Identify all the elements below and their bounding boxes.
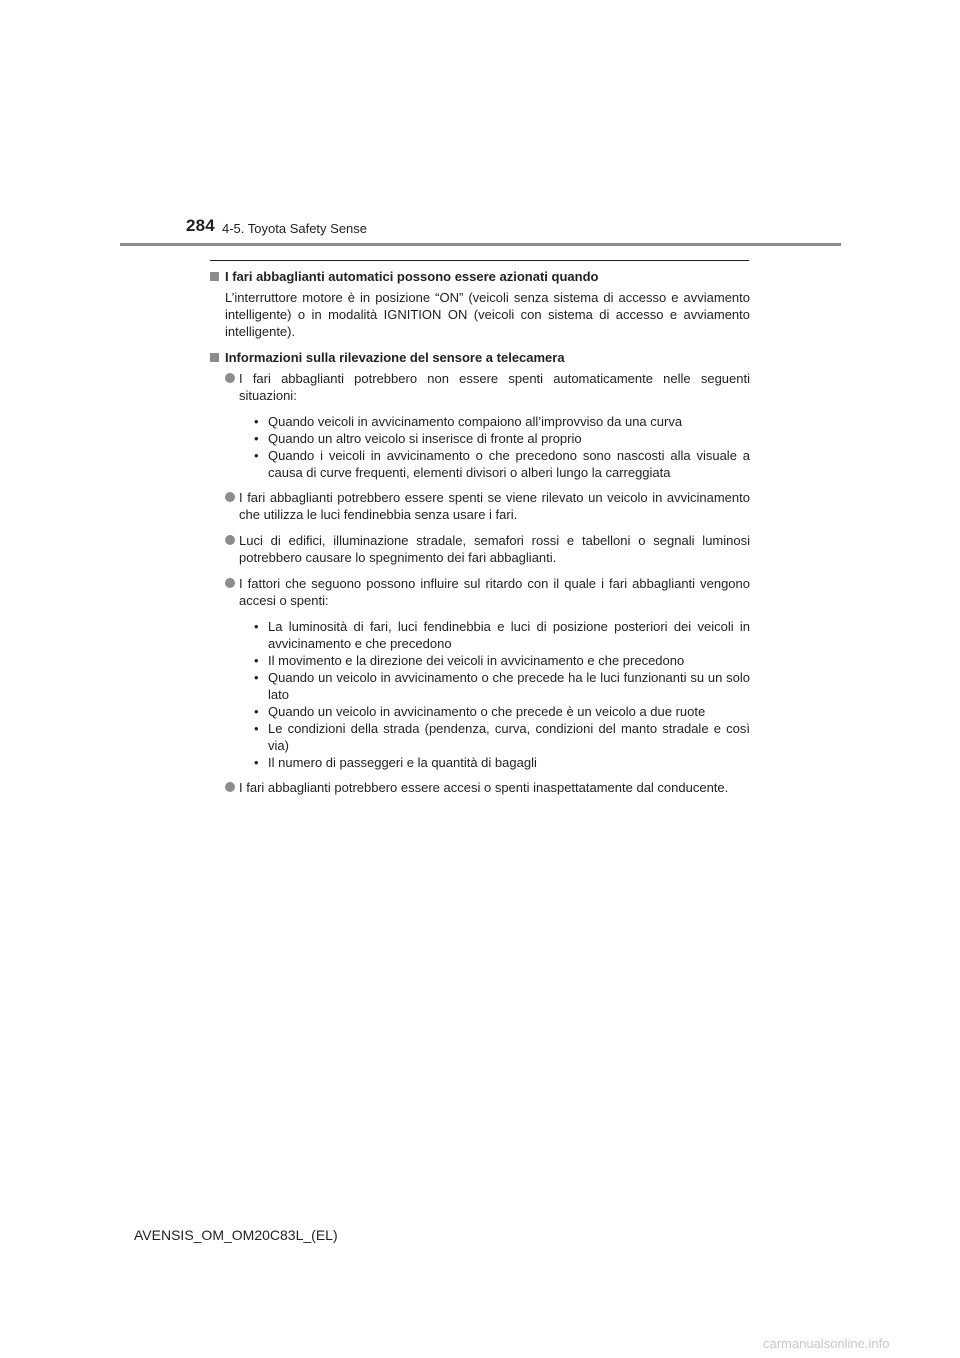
bullet-item [210,370,750,404]
page-number: 284 [186,216,215,235]
sub-list-item [254,754,750,771]
sub-list-text: Quando veicoli in avvicinamento compaiono all’improvviso da una curva [268,414,683,429]
bullet-mark: • [254,414,259,429]
content-body [210,268,750,805]
section-heading-text: Informazioni sulla rilevazione del sensore a telecamera [225,350,565,365]
bullet-mark: • [254,670,259,685]
sub-list [210,618,750,771]
gray-dot-icon [225,373,235,383]
bullet-text: I fari abbaglianti potrebbero essere spenti se viene rilevato un veicolo in avvicinamento che utilizza le luci fendinebbia senza usare i fari. [239,490,750,522]
section-heading [210,268,750,285]
bullet-mark: • [254,755,259,770]
bullet-item [210,489,750,523]
gray-dot-icon [225,578,235,588]
bullet-item [210,779,750,796]
gray-square-icon [210,353,219,362]
sub-list-item [254,413,750,430]
sub-list-item [254,447,750,481]
sub-list-item [254,703,750,720]
sub-list-text: Quando un altro veicolo si inserisce di fronte al proprio [268,431,582,446]
sub-list-text: Il numero di passeggeri e la quantità di bagagli [268,755,537,770]
bullet-mark: • [254,704,259,719]
sub-list-text: Le condizioni della strada (pendenza, curva, condizioni del manto stradale e così via) [268,721,750,753]
paragraph: L’interruttore motore è in posizione “ON” (veicoli senza sistema di accesso e avviamento intelligente) o in modalità IGNITION ON (veicoli con sistema di accesso e avviamento intelligente). [225,290,750,339]
sub-list [210,413,750,481]
sub-list-text: Quando un veicolo in avvicinamento o che precede è un veicolo a due ruote [268,704,706,719]
bullet-text: I fattori che seguono possono influire sul ritardo con il quale i fari abbaglianti vengono accesi o spenti: [239,576,750,608]
section-heading [210,349,750,366]
footer-code: AVENSIS_OM_OM20C83L_(EL) [134,1227,338,1243]
sub-list-item [254,430,750,447]
bullet-mark: • [254,721,259,736]
gray-dot-icon [225,492,235,502]
gray-dot-icon [225,535,235,545]
sub-list-text: Quando i veicoli in avvicinamento o che precedono sono nascosti alla visuale a causa di curve frequenti, elementi divisori o alberi lungo la carreggiata [268,448,750,480]
gray-square-icon [210,272,219,281]
bullet-mark: • [254,619,259,634]
bullet-text: I fari abbaglianti potrebbero non essere spenti automaticamente nelle seguenti situazioni: [239,371,750,403]
watermark: carmanualsonline.info [763,1336,890,1351]
sub-list-text: Il movimento e la direzione dei veicoli in avvicinamento e che precedono [268,653,685,668]
sub-list-text: Quando un veicolo in avvicinamento o che precede ha le luci funzionanti su un solo lato [268,670,750,702]
sub-list-item [254,618,750,652]
bullet-text: Luci di edifici, illuminazione stradale, semafori rossi e tabelloni o segnali luminosi potrebbero causare lo spegnimento dei fari abbaglianti. [239,533,750,565]
header-rule [120,243,841,246]
section-title: 4-5. Toyota Safety Sense [222,221,368,236]
bullet-text: I fari abbaglianti potrebbero essere accesi o spenti inaspettatamente dal conducente. [239,780,729,795]
sub-list-item [254,669,750,703]
sub-list-item [254,720,750,754]
bullet-mark: • [254,431,259,446]
bullet-mark: • [254,653,259,668]
bullet-item [210,575,750,609]
content-rule [210,260,749,261]
section-heading-text: I fari abbaglianti automatici possono essere azionati quando [225,269,599,284]
sub-list-item [254,652,750,669]
gray-dot-icon [225,782,235,792]
bullet-mark: • [254,448,259,463]
bullet-item [210,532,750,566]
sub-list-text: La luminosità di fari, luci fendinebbia e luci di posizione posteriori dei veicoli in avvicinamento e che precedono [268,619,750,651]
